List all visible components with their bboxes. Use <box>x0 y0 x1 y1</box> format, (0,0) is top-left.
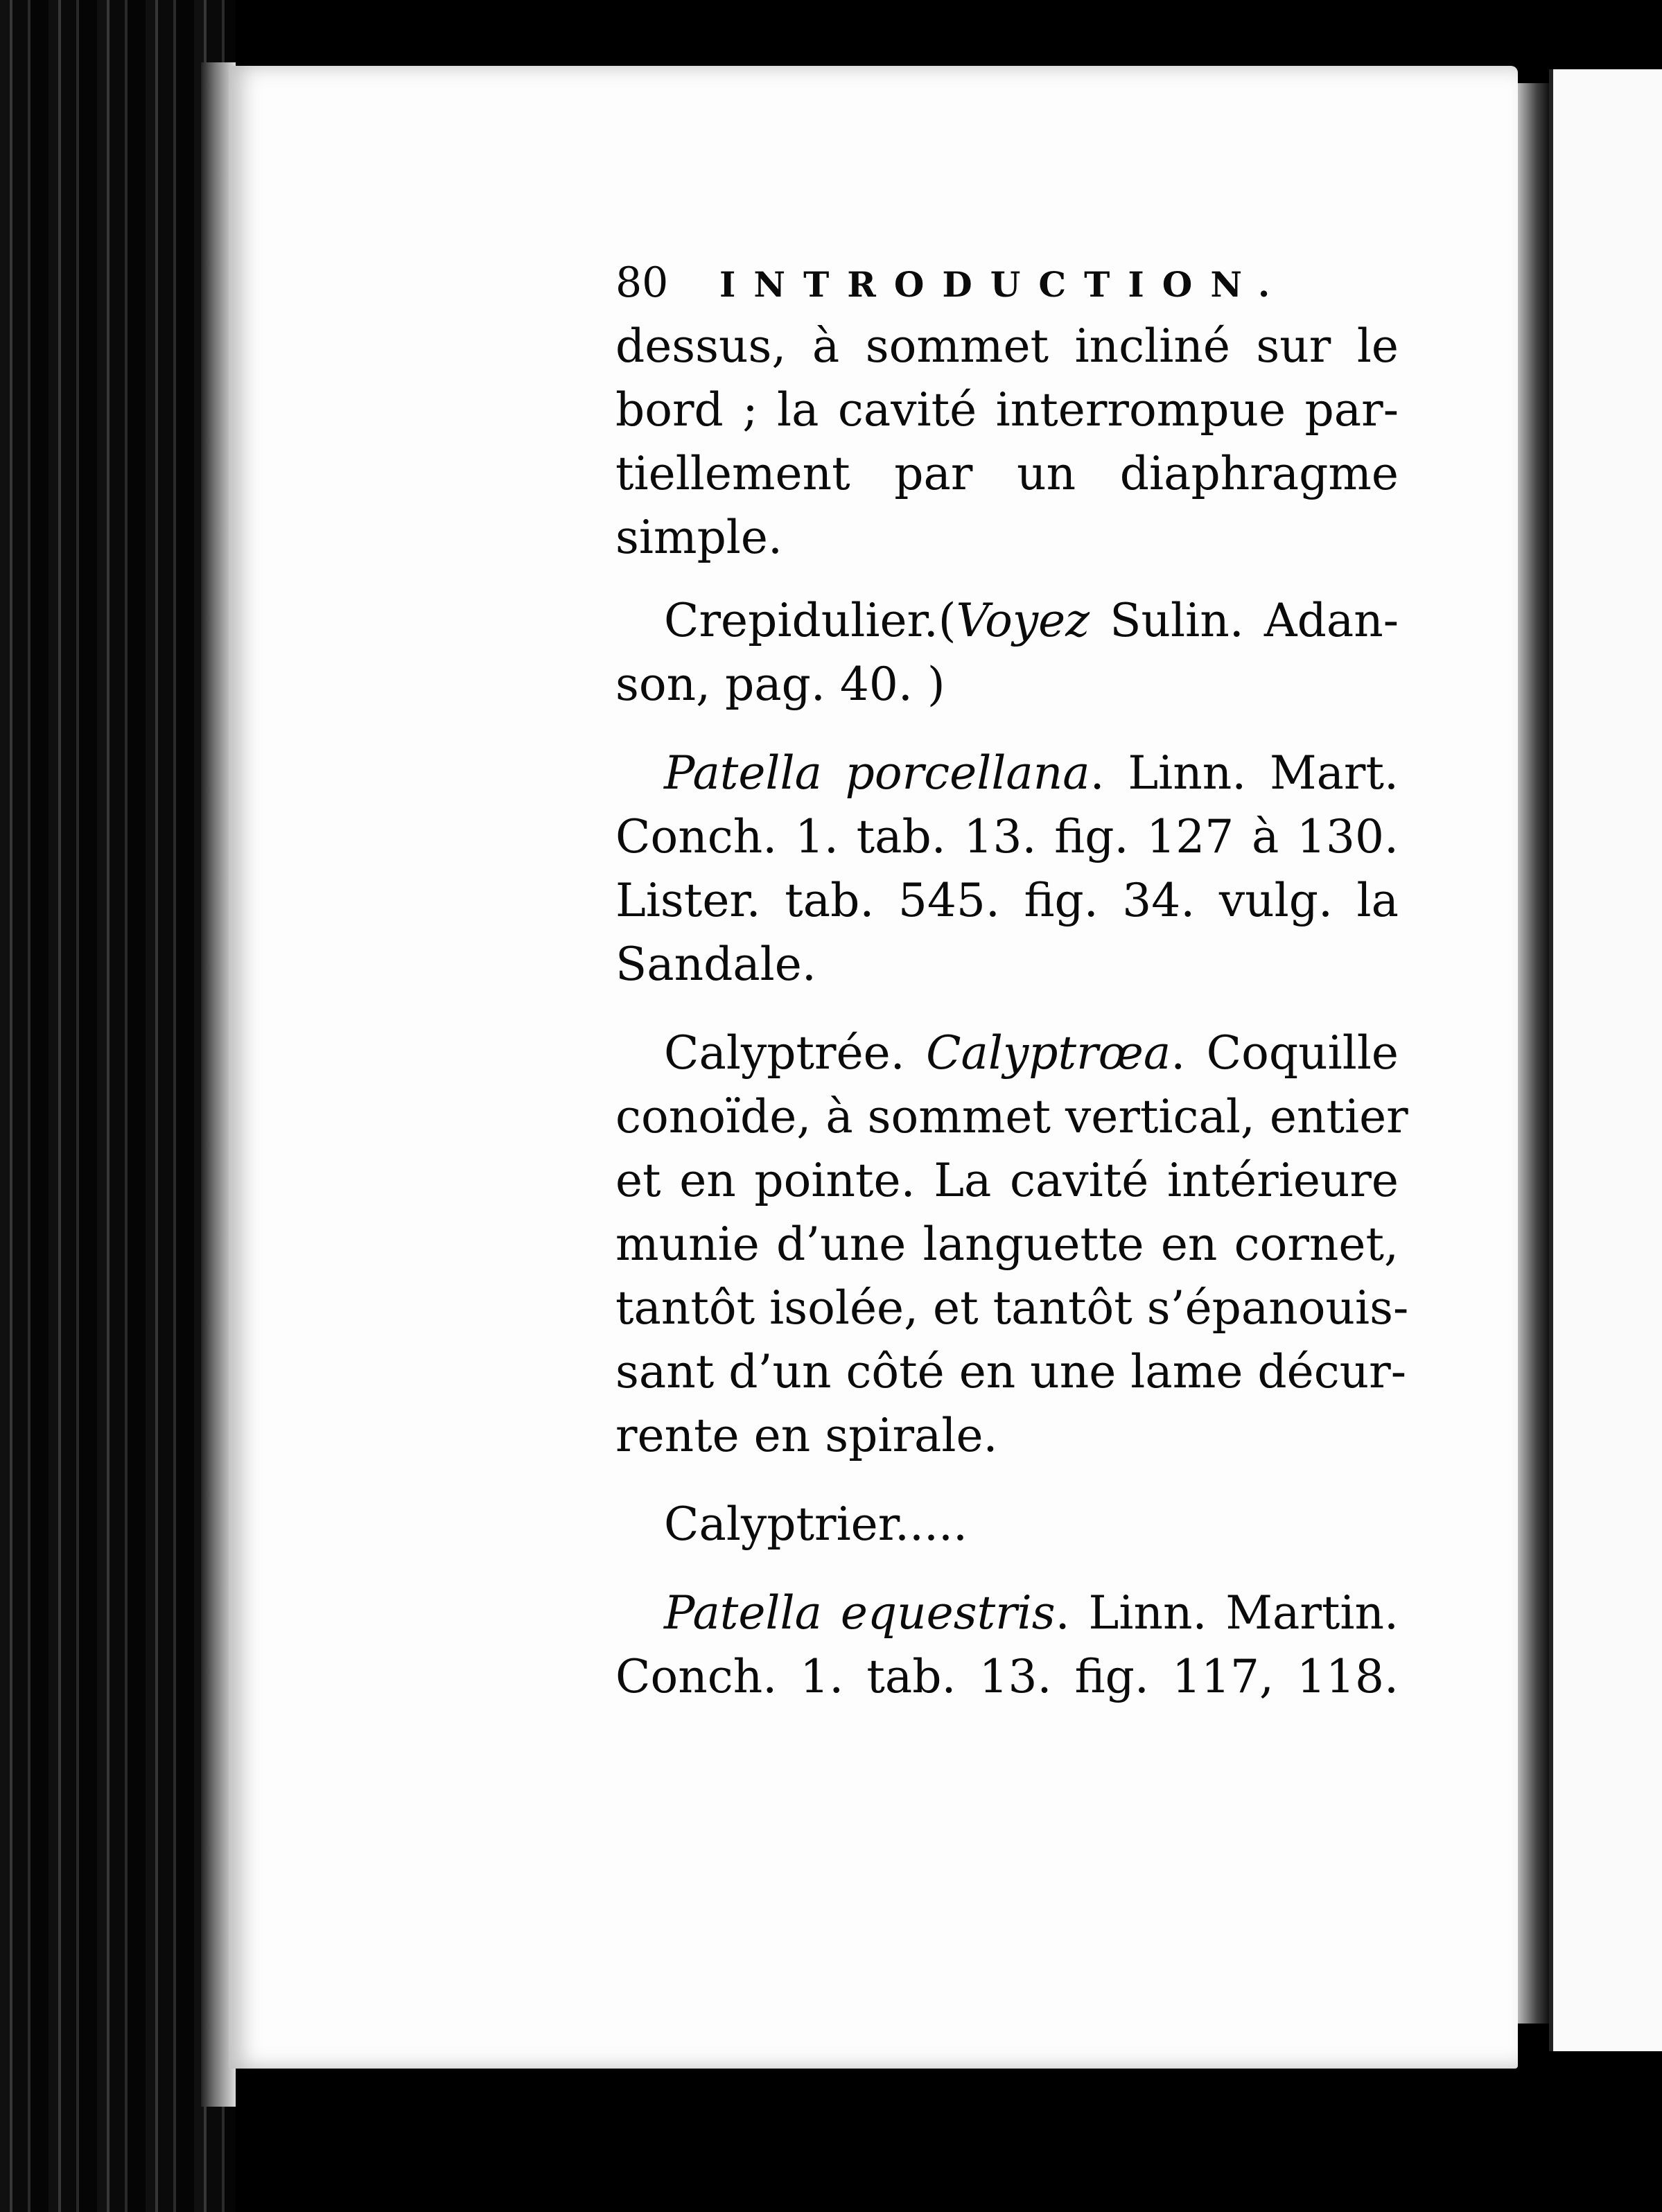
page-number: 80 <box>615 258 669 307</box>
text-line: et en pointe. La cavité intérieure <box>615 1154 1399 1207</box>
line-segment: Crepidulier.( <box>664 594 956 647</box>
line-segment: . Linn. Martin. <box>1055 1586 1399 1640</box>
text-line: simple. <box>615 511 782 564</box>
paragraph <box>615 1581 1399 1709</box>
text-line: tiellement par un diaphragme <box>615 447 1399 500</box>
running-head: INTRODUCTION. <box>719 264 1288 305</box>
text-line: conoïde, à sommet vertical, entier <box>615 1090 1408 1143</box>
italic-term: Patella equestris <box>664 1586 1056 1640</box>
page-text <box>615 251 1409 1734</box>
line-segment: Calyptrée. <box>664 1026 927 1080</box>
line-segment: . Coquille <box>1171 1026 1399 1080</box>
italic-term: Voyez <box>956 594 1090 647</box>
paragraph <box>615 1021 1409 1468</box>
text-line: Calyptrier..... <box>664 1498 968 1551</box>
adjacent-page <box>1549 69 1662 2051</box>
italic-term: Patella porcellana <box>664 746 1090 800</box>
text-line: dessus, à sommet incliné sur le <box>615 319 1399 373</box>
paragraph <box>615 741 1399 997</box>
text-line: munie d’une languette en cornet, <box>615 1218 1399 1271</box>
italic-term: Calyptrœa <box>926 1026 1171 1080</box>
text-line: bord ; la cavité interrompue par- <box>615 383 1399 437</box>
text-line: Sandale. <box>615 938 816 991</box>
paragraph <box>615 1493 1399 1556</box>
text-line <box>615 1581 1399 1645</box>
text-line: Conch. 1. tab. 13. fig. 117, 118. <box>615 1650 1399 1703</box>
text-line: son, pag. 40. ) <box>615 658 945 711</box>
text-line: Lister. tab. 545. fig. 34. vulg. la <box>615 874 1399 927</box>
text-line <box>615 741 1399 805</box>
text-line <box>615 589 1399 653</box>
line-segment: . Linn. Mart. <box>1090 746 1399 800</box>
page-header <box>615 251 1399 315</box>
paragraph <box>615 315 1399 570</box>
text-line: Conch. 1. tab. 13. fig. 127 à 130. <box>615 810 1399 863</box>
book-binding <box>0 0 236 2212</box>
text-line: sant d’un côté en une lame décur- <box>615 1345 1407 1398</box>
text-line: rente en spirale. <box>615 1409 998 1462</box>
line-segment: Sulin. Adan- <box>1090 594 1399 647</box>
text-line <box>615 1021 1399 1085</box>
text-line: tantôt isolée, et tantôt s’épanouis- <box>615 1281 1409 1335</box>
gutter-shadow <box>1518 83 1549 2024</box>
paragraph <box>615 589 1399 717</box>
